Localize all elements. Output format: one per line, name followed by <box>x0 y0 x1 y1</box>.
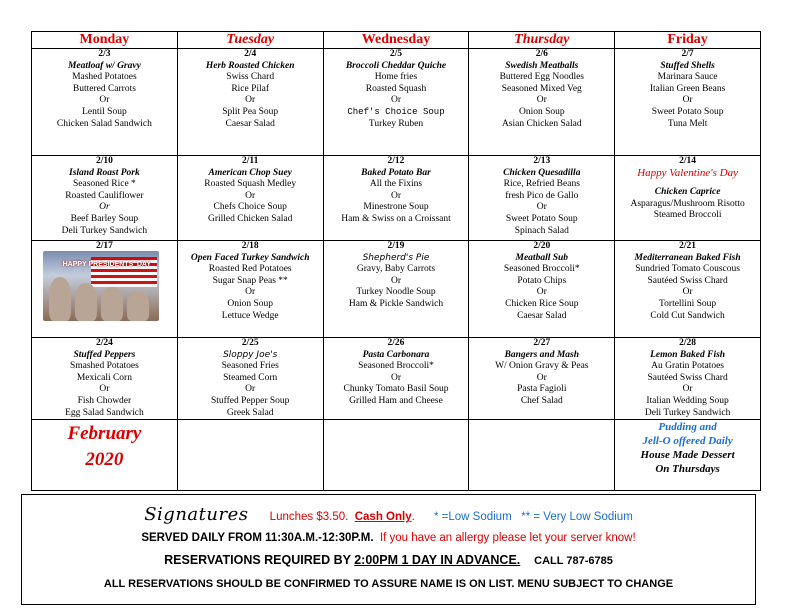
day-tuesday: Tuesday <box>177 32 323 49</box>
menu-line: Greek Salad <box>226 407 274 418</box>
month-name: February <box>67 423 142 445</box>
reservation-deadline: 2:00PM 1 DAY IN ADVANCE. <box>354 553 521 567</box>
menu-line: Or <box>390 275 401 286</box>
cell-date: 2/17 <box>95 241 113 251</box>
menu-line: Tortellini Soup <box>659 298 717 309</box>
allergy-note: If you have an allergy please let your server know! <box>379 532 636 544</box>
menu-line: Swiss Chard <box>226 72 275 83</box>
menu-line: Grilled Ham and Cheese <box>349 395 443 406</box>
day-cell <box>323 156 469 241</box>
week-row <box>32 156 761 241</box>
day-cell <box>469 338 615 420</box>
menu-line: Beef Barley Soup <box>70 213 139 224</box>
menu-line: Chicken Rice Soup <box>505 298 579 309</box>
menu-line: Buttered Egg Noodles <box>499 72 584 83</box>
menu-line: Asparagus/Mushroom Risotto <box>630 198 745 209</box>
day-cell <box>615 49 761 156</box>
day-cell <box>323 338 469 420</box>
main-dish: Meatball Sub <box>515 252 569 263</box>
menu-line: Asian Chicken Salad <box>501 118 582 129</box>
menu-line: Or <box>682 384 693 395</box>
menu-line: Or <box>536 372 547 383</box>
day-cell <box>615 338 761 420</box>
menu-line: Chef's Choice Soup <box>347 106 445 117</box>
dessert-cell <box>615 420 761 491</box>
menu-line: Marinara Sauce <box>657 72 718 83</box>
day-cell <box>32 156 178 241</box>
menu-line: Sundried Tomato Couscous <box>635 264 740 275</box>
main-dish: Chicken Quesadilla <box>503 167 581 178</box>
main-dish: Shepherd's Pie <box>362 252 430 263</box>
menu-line: Or <box>245 190 256 201</box>
menu-line: Or <box>99 95 110 106</box>
menu-line: Deli Turkey Sandwich <box>644 407 731 418</box>
main-dish: Lemon Baked Fish <box>650 349 726 360</box>
served-hours: SERVED DAILY FROM 11:30A.M.-12:30P.M. <box>141 532 374 544</box>
hours-line <box>22 532 755 544</box>
signatures-logo: Signatures <box>144 504 249 525</box>
day-wednesday: Wednesday <box>323 32 469 49</box>
footer-row <box>32 420 761 491</box>
month-cell <box>32 420 178 491</box>
cell-date: 2/7 <box>681 49 694 59</box>
period: . <box>411 511 415 523</box>
day-cell <box>177 156 323 241</box>
menu-line: Split Pea Soup <box>222 106 279 117</box>
main-dish: Pasta Carbonara <box>362 349 430 360</box>
menu-line: Home fries <box>374 72 418 83</box>
menu-line: Lentil Soup <box>82 106 127 117</box>
menu-line: Buttered Carrots <box>72 83 136 94</box>
menu-line: Grilled Chicken Salad <box>207 213 293 224</box>
confirm-note: ALL RESERVATIONS SHOULD BE CONFIRMED TO ASSURE NAME IS ON LIST. MENU SUBJECT TO CHANGE <box>103 578 674 590</box>
menu-line: Or <box>390 190 401 201</box>
menu-line: Lettuce Wedge <box>221 310 279 321</box>
menu-line: Or <box>536 95 547 106</box>
cell-date: 2/5 <box>389 49 403 59</box>
day-cell <box>32 338 178 420</box>
cell-date: 2/28 <box>679 338 697 348</box>
main-dish: Meatloaf w/ Gravy <box>67 60 141 71</box>
day-cell <box>469 156 615 241</box>
menu-line: Sautéed Swiss Chard <box>647 372 728 383</box>
menu-line: Roasted Red Potatoes <box>208 264 292 275</box>
menu-line: Potato Chips <box>517 275 567 286</box>
menu-line: All the Fixins <box>369 179 423 190</box>
menu-line: Turkey Ruben <box>368 118 424 129</box>
cell-date: 2/13 <box>533 156 551 166</box>
day-cell <box>615 241 761 338</box>
menu-line: Smashed Potatoes <box>69 361 139 372</box>
cell-date: 2/26 <box>387 338 405 348</box>
menu-line: Sugar Snap Peas ** <box>212 275 288 286</box>
menu-line: Chunky Tomato Basil Soup <box>343 384 449 395</box>
menu-line: Or <box>245 384 256 395</box>
cell-date: 2/12 <box>387 156 405 166</box>
day-cell <box>177 338 323 420</box>
dessert-line: House Made Dessert <box>640 449 735 462</box>
menu-line: Steamed Corn <box>223 372 278 383</box>
main-dish: Sloppy Joe's <box>223 349 278 360</box>
empty-cell <box>323 420 469 491</box>
reservation-line <box>22 553 755 567</box>
menu-line: Cold Cut Sandwich <box>650 310 725 321</box>
menu-line: Stuffed Pepper Soup <box>210 395 290 406</box>
special-day-label: Happy Valentine's Day <box>637 166 738 179</box>
cell-date: 2/11 <box>242 156 259 166</box>
month-year: 2020 <box>85 449 124 471</box>
lunch-price: Lunches $3.50. <box>269 511 349 523</box>
phone-number: CALL 787-6785 <box>534 555 613 567</box>
menu-line: Chicken Salad Sandwich <box>56 118 152 129</box>
main-dish: Swedish Meatballs <box>505 60 579 71</box>
main-dish: Broccoli Cheddar Quiche <box>345 60 447 71</box>
menu-line: Onion Soup <box>518 106 565 117</box>
cell-date: 2/20 <box>533 241 551 251</box>
presidents-day-image <box>43 251 159 321</box>
day-friday: Friday <box>615 32 761 49</box>
menu-line: Mashed Potatoes <box>72 72 137 83</box>
cell-date: 2/27 <box>533 338 551 348</box>
menu-line: Or <box>390 95 401 106</box>
menu-line: Ham & Pickle Sandwich <box>348 298 444 309</box>
day-cell <box>177 49 323 156</box>
menu-line: Minestrone Soup <box>363 202 429 213</box>
menu-line: Italian Green Beans <box>649 83 726 94</box>
president-face-graphic <box>49 277 71 321</box>
menu-line: Sautéed Swiss Chard <box>647 275 728 286</box>
cell-date: 2/24 <box>95 338 113 348</box>
menu-line: Au Gratin Potatoes <box>651 361 724 372</box>
menu-line: Or <box>99 202 110 213</box>
empty-cell <box>177 420 323 491</box>
cell-date: 2/21 <box>679 241 697 251</box>
cell-date: 2/14 <box>679 156 697 166</box>
menu-line: Mexicali Corn <box>76 372 132 383</box>
menu-line: Turkey Noodle Soup <box>356 287 436 298</box>
main-dish: Chicken Caprice <box>654 187 721 198</box>
menu-line: W/ Onion Gravy & Peas <box>495 361 589 372</box>
day-cell <box>323 49 469 156</box>
menu-line: Gravy, Baby Carrots <box>356 264 436 275</box>
day-cell <box>469 49 615 156</box>
menu-line: Or <box>245 95 256 106</box>
dessert-line: Jell-O offered Daily <box>642 435 733 448</box>
menu-line: Chef Salad <box>520 395 563 406</box>
cell-date: 2/3 <box>98 49 111 59</box>
menu-line: Italian Wedding Soup <box>646 395 729 406</box>
president-face-graphic <box>101 287 123 321</box>
main-dish: Island Roast Pork <box>69 167 140 178</box>
main-dish: Stuffed Shells <box>660 60 715 71</box>
main-dish: American Chop Suey <box>208 167 292 178</box>
menu-line: Or <box>536 287 547 298</box>
menu-line: Egg Salad Sandwich <box>65 407 144 418</box>
info-box <box>21 494 756 605</box>
cell-date: 2/6 <box>535 49 548 59</box>
menu-line: Sweet Potato Soup <box>505 213 578 224</box>
menu-line: Or <box>99 384 110 395</box>
day-cell <box>177 241 323 338</box>
menu-line: Deli Turkey Sandwich <box>61 225 148 236</box>
menu-line: Chefs Choice Soup <box>213 202 287 213</box>
menu-line: Pasta Fagioli <box>517 384 567 395</box>
main-dish: Bangers and Mash <box>504 349 580 360</box>
day-cell <box>615 156 761 241</box>
menu-line: Fish Chowder <box>77 395 132 406</box>
dessert-line: Pudding and <box>658 421 717 434</box>
menu-line: Roasted Squash Medley <box>204 179 297 190</box>
day-header-row <box>32 32 761 49</box>
main-dish: Stuffed Peppers <box>73 349 136 360</box>
main-dish: Herb Roasted Chicken <box>205 60 295 71</box>
menu-line: Caesar Salad <box>517 310 567 321</box>
week-row <box>32 49 761 156</box>
day-monday: Monday <box>32 32 178 49</box>
sodium-legend: * =Low Sodium ** = Very Low Sodium <box>433 511 633 523</box>
menu-line: Or <box>682 287 693 298</box>
cell-date: 2/4 <box>244 49 257 59</box>
day-thursday: Thursday <box>469 32 615 49</box>
cell-date: 2/25 <box>241 338 259 348</box>
president-face-graphic <box>127 291 149 321</box>
menu-line: Or <box>682 95 693 106</box>
empty-cell <box>469 420 615 491</box>
menu-line: Seasoned Broccoli* <box>503 264 580 275</box>
menu-line: Seasoned Broccoli* <box>358 361 434 372</box>
day-cell <box>32 49 178 156</box>
menu-line: Seasoned Rice * <box>73 179 136 190</box>
menu-line: Sweet Potato Soup <box>651 106 724 117</box>
menu-line: Roasted Cauliflower <box>65 190 144 201</box>
main-dish: Open Faced Turkey Sandwich <box>190 252 310 263</box>
menu-line: Rice Pilaf <box>231 83 270 94</box>
menu-line: Ham & Swiss on a Croissant <box>341 213 451 224</box>
menu-line: Or <box>536 202 547 213</box>
presidents-day-sign: HAPPY PRESIDENTS' DAY <box>62 261 151 268</box>
menu-line: Caesar Salad <box>225 118 275 129</box>
menu-line: Steamed Broccoli <box>653 210 722 221</box>
menu-line: Seasoned Fries <box>221 361 279 372</box>
cell-date: 2/10 <box>95 156 113 166</box>
main-dish: Baked Potato Bar <box>361 167 431 178</box>
menu-line: fresh Pico de Gallo <box>505 190 579 201</box>
menu-line: Spinach Salad <box>514 225 569 236</box>
reservation-text: RESERVATIONS REQUIRED BY <box>164 553 355 567</box>
day-cell <box>469 241 615 338</box>
pricing-line <box>22 504 755 525</box>
menu-line: Tuna Melt <box>667 118 708 129</box>
menu-line: Seasoned Mixed Veg <box>501 83 582 94</box>
cell-date: 2/19 <box>387 241 405 251</box>
president-face-graphic <box>75 283 97 321</box>
main-dish: Mediterranean Baked Fish <box>634 252 741 263</box>
menu-line: Rice, Refried Beans <box>503 179 580 190</box>
day-cell <box>323 241 469 338</box>
week-row <box>32 338 761 420</box>
menu-line: Onion Soup <box>227 298 274 309</box>
dessert-line: On Thursdays <box>655 463 720 476</box>
cell-date: 2/18 <box>241 241 259 251</box>
menu-line: Roasted Squash <box>365 83 427 94</box>
menu-line: Or <box>245 287 256 298</box>
menu-line: Or <box>390 372 401 383</box>
cash-only: Cash Only <box>354 511 412 523</box>
